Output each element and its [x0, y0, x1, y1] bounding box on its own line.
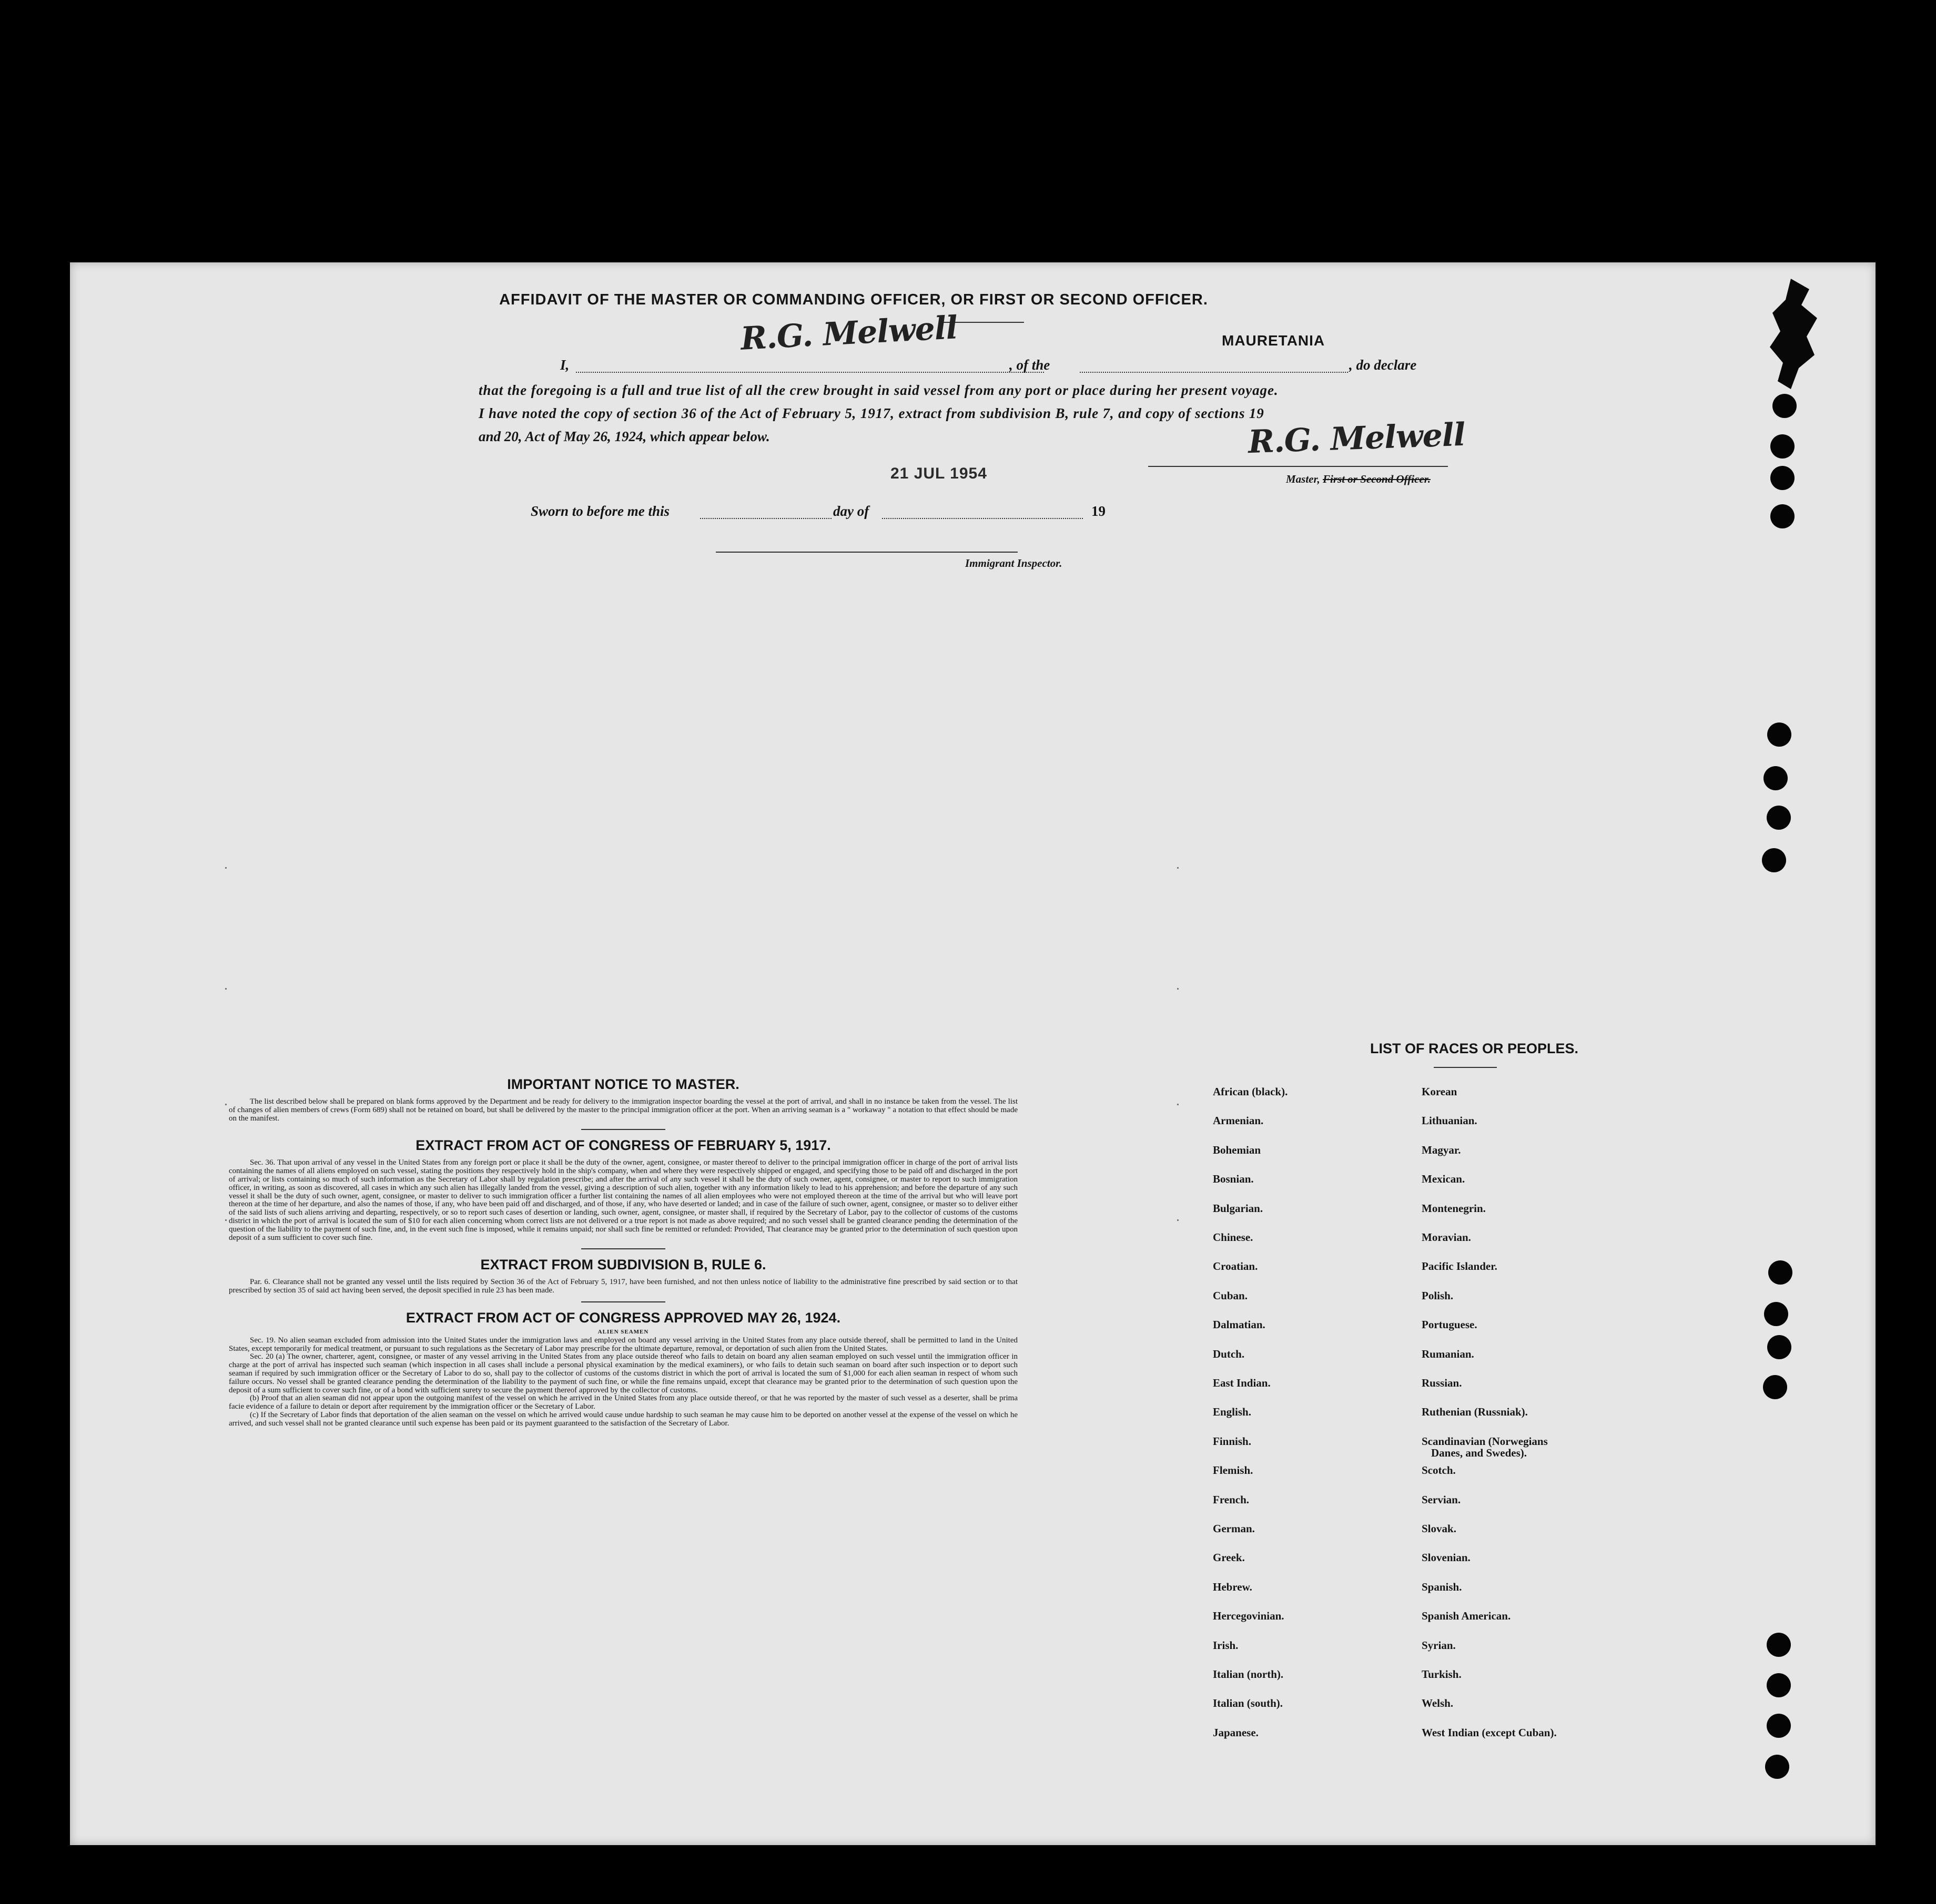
sec-19-paragraph: Sec. 19. No alien seaman excluded from admission into the United States under the immigration laws and employed on board any vessel arriving in the United States from any place outside thereof, shall be permitted to land in the United States, except temporarily for medical treatment, or pursuant to such regulations as the Secretary of Labor may prescribe for the ultimate departure, removal, or deportation of such alien from the United States. — [229, 1336, 1018, 1353]
race-item: Spanish. — [1422, 1580, 1462, 1593]
race-item: Croatian. — [1213, 1260, 1258, 1273]
race-item: Magyar. — [1422, 1143, 1461, 1156]
race-item: Italian (south). — [1213, 1697, 1283, 1710]
sworn-text: Sworn to before me this — [531, 503, 670, 519]
race-item: Rumanian. — [1422, 1347, 1474, 1360]
race-item: Bohemian — [1213, 1143, 1261, 1156]
race-item: Mexican. — [1422, 1173, 1465, 1186]
binder-hole — [1767, 806, 1791, 830]
scan-dot — [225, 988, 227, 990]
binder-hole — [1770, 434, 1795, 459]
race-item: Cuban. — [1213, 1289, 1248, 1302]
race-item-continuation: Danes, and Swedes). — [1431, 1447, 1527, 1459]
sec-36-paragraph: Sec. 36. That upon arrival of any vessel in the United States from any foreign port or place it shall be the duty of the owner, agent, consignee, or master thereof to deliver to the principal immigration officer in charge of the port of arrival lists containing the names of all aliens employed on such vessel, stating the positions they respectively hold in the ship's company, when and where they were respectively shipped or engaged, and specifying those to be paid off and discharged in the port of arrival; or lists containing so much of such information as the Secretary of Labor shall by regulation prescribe; and after the arrival of any such vessel it shall be the duty of such owner, agent, consignee, or master to report to such immigration officer, in writing, as soon as discovered, all cases in which any such alien has illegally landed from the vessel, giving a description of such alien, together with any information likely to lead to his apprehension; and before the departure of any such vessel it shall be the duty of such owner, agent, consignee, or master to deliver to such immigration officer a further list containing the names of all alien employees who were not employed thereon at the time of the arrival but who will leave port thereon at the time of her departure, and also the names of those, if any, who have been paid off and discharged, and of those, if any, who have deserted or landed; and in case of the failure of such owner, agent, consignee, or master so to deliver either of the said lists of such aliens arriving and departing, respectively, or so to report such cases of desertion or landing, such owner, agent, consignee, or master shall, if required by the Secretary of Labor, pay to the collector of customs of the customs district in which the port of arrival is located the sum of $10 for each alien concerning whom correct lists are not delivered or a true report is not made as above required; and no such vessel shall be granted clearance pending the determination of the question of the liability to the payment of such fine, and, in the event such fine is imposed, while it remains unpaid; nor shall such fine be remitted or refunded: Provided, That clearance may be granted prior to the determination of such question upon deposit of a sum sufficient to cover such fine. — [229, 1158, 1018, 1242]
binder-hole — [1765, 1755, 1789, 1779]
divider — [581, 1129, 665, 1130]
race-item: Greek. — [1213, 1551, 1245, 1564]
scan-dot — [225, 1219, 227, 1221]
sworn-month-field-line — [882, 518, 1083, 519]
race-item: Hercegovinian. — [1213, 1610, 1284, 1623]
vessel-name: MAURETANIA — [1222, 332, 1325, 349]
extract-1924-body — [229, 1328, 1018, 1428]
legal-notices — [229, 1076, 1018, 1428]
subdivision-body — [229, 1278, 1018, 1295]
par-6-paragraph: Par. 6. Clearance shall not be granted any vessel until the lists required by Section 36 of the Act of February 5, 1917, have been furnished, and not then unless notice of liability to the administrative fine prescribed by said section or to that prescribed by section 35 of said act having been served, the deposit specified in rule 23 has been made. — [229, 1278, 1018, 1295]
scan-dot — [1177, 1104, 1179, 1105]
torn-corner-mark — [1759, 268, 1828, 405]
race-item: Hebrew. — [1213, 1580, 1252, 1593]
race-item: Slovak. — [1422, 1522, 1456, 1535]
day-of-text: day of — [833, 503, 869, 519]
declaration-line-4: and 20, Act of May 26, 1924, which appear below. — [479, 429, 770, 444]
signature-caption — [1286, 473, 1431, 486]
race-item: Slovenian. — [1422, 1551, 1471, 1564]
master-signature: R.G. Melwell — [1247, 416, 1466, 461]
race-item: Chinese. — [1213, 1231, 1253, 1244]
race-item: Irish. — [1213, 1638, 1239, 1652]
sworn-line — [531, 503, 1106, 521]
binder-hole — [1767, 1673, 1791, 1697]
scan-dot — [1177, 988, 1179, 990]
binder-hole — [1770, 466, 1795, 490]
race-item: Korean — [1422, 1085, 1457, 1098]
race-item: Polish. — [1422, 1289, 1454, 1302]
officer-signature: R.G. Melwell — [739, 309, 958, 358]
race-item: Dalmatian. — [1213, 1318, 1265, 1331]
race-item: Russian. — [1422, 1377, 1462, 1389]
race-item: Moravian. — [1422, 1231, 1471, 1244]
race-item: Spanish American. — [1422, 1610, 1511, 1623]
declaration-of-the: , of the — [1009, 357, 1050, 373]
binder-hole — [1767, 722, 1791, 747]
race-item: Scandinavian (Norwegians — [1422, 1434, 1548, 1448]
race-item: Scotch. — [1422, 1464, 1456, 1477]
binder-hole — [1762, 848, 1786, 872]
inspector-caption: Immigrant Inspector. — [965, 557, 1062, 569]
race-item: Bosnian. — [1213, 1173, 1254, 1186]
binder-hole — [1767, 1714, 1791, 1738]
extract-1924-title: EXTRACT FROM ACT OF CONGRESS APPROVED MAY 26, 1924. — [406, 1309, 841, 1326]
inspector-signature-line — [716, 552, 1018, 553]
scan-dot — [225, 1104, 227, 1105]
race-item: Finnish. — [1213, 1434, 1251, 1448]
declaration-do-declare: , do declare — [1349, 357, 1417, 373]
extract-1917-body — [229, 1159, 1018, 1242]
race-item: Japanese. — [1213, 1726, 1259, 1739]
year-prefix: 19 — [1091, 503, 1106, 519]
race-item: Ruthenian (Russniak). — [1422, 1406, 1528, 1419]
notice-body — [229, 1098, 1018, 1123]
race-item: Bulgarian. — [1213, 1202, 1263, 1215]
binder-hole — [1767, 1633, 1791, 1657]
divider — [581, 1248, 665, 1249]
race-item: Welsh. — [1422, 1697, 1454, 1710]
sworn-day-field-line — [700, 518, 832, 519]
binder-hole — [1764, 1302, 1788, 1326]
caption-master: Master, — [1286, 473, 1320, 485]
notice-title: IMPORTANT NOTICE TO MASTER. — [507, 1076, 739, 1092]
race-item: East Indian. — [1213, 1377, 1271, 1389]
alien-seamen-subtitle: ALIEN SEAMEN — [597, 1328, 649, 1335]
race-item: Turkish. — [1422, 1668, 1462, 1681]
sec-20c-paragraph: (c) If the Secretary of Labor finds that deportation of the alien seaman on the vessel on which he arrived would cause undue hardship to such seaman he may cause him to be deported on another vessel at the expense of the vessel on which he arrived, and such vessel shall not be granted clearance until such expense has been paid or its payment guaranteed to the satisfaction of the Secretary of Labor. — [229, 1410, 1018, 1428]
race-item: Pacific Islander. — [1422, 1260, 1497, 1273]
scan-dot — [225, 867, 227, 869]
race-item: French. — [1213, 1493, 1250, 1506]
extract-1917-title: EXTRACT FROM ACT OF CONGRESS OF FEBRUARY 5, 1917. — [415, 1137, 831, 1154]
master-signature-line — [1148, 466, 1448, 467]
date-stamp: 21 JUL 1954 — [890, 465, 987, 482]
race-item: Montenegrin. — [1422, 1202, 1486, 1215]
sec-20b-paragraph: (b) Proof that an alien seaman did not appear upon the outgoing manifest of the vessel on which he arrived in the United States from any place outside thereof, or that he was reported by the master of such vessel as a deserter, shall be prima facie evidence of a failure to detain or deport after requirement by the immigration officer or the Secretary of Labor. — [229, 1394, 1018, 1411]
scan-dot — [1177, 867, 1179, 869]
race-item: Syrian. — [1422, 1638, 1456, 1652]
binder-hole — [1763, 766, 1788, 790]
vessel-field-line — [1080, 372, 1348, 373]
caption-struck-officer: First or Second Officer. — [1323, 473, 1431, 485]
race-item: German. — [1213, 1522, 1255, 1535]
binder-hole — [1768, 1260, 1792, 1285]
binder-hole — [1763, 1375, 1787, 1399]
sec-20a-paragraph: Sec. 20 (a) The owner, charterer, agent, consignee, or master of any vessel arriving in the United States from any place outside thereof who fails to detain on board any alien seaman employed on such vessel until the immigration officer in charge at the port of arrival has inspected such seaman (which inspection in all cases shall include a personal physical examination by the medical examiners), or who fails to detain such seaman on board after such inspection or to deport such seaman if required by such immigration officer or the Secretary of Labor to do so, shall pay to the collector of customs of the customs district in which the port of arrival is located the sum of $1,000 for each alien seaman in respect of whom such failure occurs. No vessel shall be granted clearance pending the determination of the liability to the payment of such fine, or while the fine remains unpaid, except that clearance may be granted prior to the determination of such question upon the deposit of a sum sufficient to cover such fine, or of a bond with sufficient surety to secure the payment thereof approved by the collector of customs. — [229, 1352, 1018, 1394]
name-field-line — [576, 372, 1044, 373]
race-item: Armenian. — [1213, 1114, 1264, 1127]
notice-paragraph: The list described below shall be prepared on blank forms approved by the Department and be ready for delivery to the immigration inspector boarding the vessel at the port of arrival, and shall in no instance be taken from the vessel. The list of changes of alien members of crews (Form 689) shall not be retained on board, but shall be delivered by the master to the principal immigration officer at the port. When an arriving seaman is a " workaway " a notation to that effect should be made on the manifest. — [229, 1097, 1018, 1123]
race-item: Lithuanian. — [1422, 1114, 1477, 1127]
affidavit-title: AFFIDAVIT OF THE MASTER OR COMMANDING OFFICER, OR FIRST OR SECOND OFFICER. — [499, 291, 1208, 308]
race-item: Servian. — [1422, 1493, 1461, 1506]
scan-dot — [1177, 1219, 1179, 1221]
races-title: LIST OF RACES OR PEOPLES. — [1370, 1041, 1579, 1056]
binder-hole — [1770, 504, 1795, 528]
declaration-line-3: I have noted the copy of section 36 of the Act of February 5, 1917, extract from subdivision B, rule 7, and copy of sections 19 — [479, 405, 1264, 421]
race-item: West Indian (except Cuban). — [1422, 1726, 1557, 1739]
binder-hole — [1767, 1335, 1791, 1359]
races-title-underline — [1434, 1067, 1497, 1068]
document-page — [70, 262, 1876, 1845]
race-item: Italian (north). — [1213, 1668, 1284, 1681]
divider — [581, 1301, 665, 1302]
race-item: Portuguese. — [1422, 1318, 1477, 1331]
declaration-i: I, — [560, 357, 570, 373]
declaration-line-2: that the foregoing is a full and true list of all the crew brought in said vessel from any port or place during her present voyage. — [479, 382, 1279, 398]
race-item: Flemish. — [1213, 1464, 1253, 1477]
race-item: Dutch. — [1213, 1347, 1245, 1360]
declaration-line-1 — [560, 357, 1417, 375]
race-item: English. — [1213, 1406, 1251, 1419]
race-item: African (black). — [1213, 1085, 1288, 1098]
subdivision-title: EXTRACT FROM SUBDIVISION B, RULE 6. — [480, 1257, 766, 1273]
